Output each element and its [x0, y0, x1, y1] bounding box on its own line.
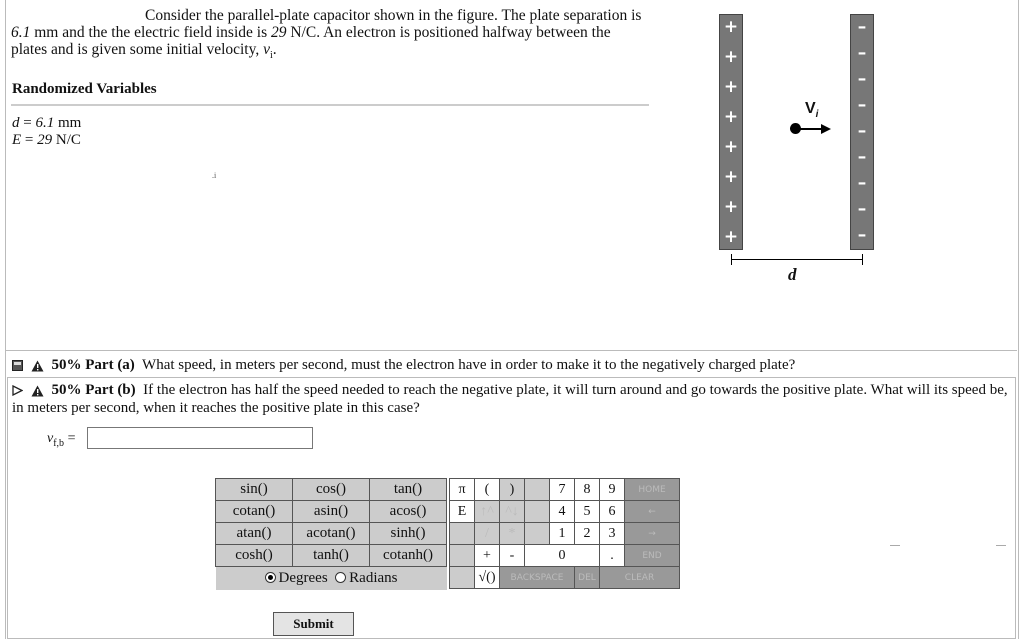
plus-sign: +: [723, 197, 739, 217]
calc-4-button[interactable]: 4: [550, 501, 575, 523]
calc-blank-key: [450, 567, 475, 589]
part-b-label: 50% Part (b): [51, 382, 136, 398]
minus-sign: –: [857, 43, 867, 63]
problem-vi-var: v: [263, 41, 271, 58]
minus-sign: –: [857, 95, 867, 115]
calc-7-button[interactable]: 7: [550, 479, 575, 501]
plus-sign: +: [723, 17, 739, 37]
minus-sign: –: [857, 225, 867, 245]
calc-blank-key: [525, 501, 550, 523]
separation-line: [731, 259, 863, 260]
play-triangle-icon[interactable]: [12, 385, 23, 396]
problem-line-1: Consider the parallel-plate capacitor shown in the figure. The plate separation is: [145, 7, 642, 24]
warning-triangle-icon: [31, 360, 44, 372]
velocity-sub: i: [815, 109, 819, 121]
decorative-dash: [890, 545, 900, 546]
problem-vi-sub: i: [270, 50, 273, 62]
calc-lparen-button[interactable]: (: [475, 479, 500, 501]
calc-home-button[interactable]: HOME: [625, 479, 680, 501]
calc-end-button[interactable]: END: [625, 545, 680, 567]
calc-left-button[interactable]: ←: [625, 501, 680, 523]
warning-triangle-icon: [31, 385, 44, 397]
plus-sign: +: [723, 137, 739, 157]
calc-2-button[interactable]: 2: [575, 523, 600, 545]
calc-3-button[interactable]: 3: [600, 523, 625, 545]
answer-variable: [47, 431, 75, 449]
calc-dot-button[interactable]: .: [600, 545, 625, 567]
minus-sign: –: [857, 173, 867, 193]
calc-cotanh-button[interactable]: cotanh(): [370, 545, 447, 567]
problem-e-value: 29: [270, 24, 287, 41]
separation-tick-right: [862, 254, 863, 265]
calc-plus-button[interactable]: +: [475, 545, 500, 567]
problem-line-2: [11, 24, 651, 41]
velocity-label: [805, 100, 818, 120]
calc-rparen-button[interactable]: ): [500, 479, 525, 501]
calculator-functions: [215, 478, 447, 590]
calc-blank-key: [525, 523, 550, 545]
answer-var: v: [47, 431, 54, 446]
problem-line-3-end: .: [272, 41, 277, 58]
calc-cotan-button[interactable]: cotan(): [216, 501, 293, 523]
rv-e: [12, 132, 81, 149]
plus-sign: +: [723, 47, 739, 67]
velocity-arrow: [800, 128, 822, 130]
calc-star-button[interactable]: *: [500, 523, 525, 545]
calc-minus-button[interactable]: -: [500, 545, 525, 567]
minus-sign: –: [857, 17, 867, 37]
minus-sign: –: [857, 147, 867, 167]
rv-e-value: 29: [37, 132, 53, 148]
part-b: [12, 381, 1014, 417]
randomized-variables-title: Randomized Variables: [12, 81, 157, 97]
calc-8-button[interactable]: 8: [575, 479, 600, 501]
calc-asin-button[interactable]: asin(): [293, 501, 370, 523]
radians-radio[interactable]: [335, 572, 346, 583]
answer-input[interactable]: [87, 427, 313, 449]
calc-acotan-button[interactable]: acotan(): [293, 523, 370, 545]
calc-tanh-button[interactable]: tanh(): [293, 545, 370, 567]
stray-mark: .i: [212, 171, 217, 180]
rv-d-value: 6.1: [35, 115, 55, 131]
calc-blank-key: [450, 545, 475, 567]
calc-sqrt-button[interactable]: √(): [475, 567, 500, 589]
calc-1-button[interactable]: 1: [550, 523, 575, 545]
calc-del-button[interactable]: DEL: [575, 567, 600, 589]
degrees-radio[interactable]: [265, 572, 276, 583]
calc-9-button[interactable]: 9: [600, 479, 625, 501]
rv-d-label: d: [12, 115, 20, 131]
calc-acos-button[interactable]: acos(): [370, 501, 447, 523]
part-a-question: What speed, in meters per second, must the electron have in order to make it to the negatively charged plate?: [142, 357, 796, 373]
calc-pi-button[interactable]: π: [450, 479, 475, 501]
calc-right-button[interactable]: →: [625, 523, 680, 545]
rv-d: [12, 115, 81, 132]
minus-sign: –: [857, 121, 867, 141]
degrees-label: Degrees: [278, 570, 328, 586]
calc-slash-button[interactable]: /: [475, 523, 500, 545]
positive-plate: [719, 14, 743, 250]
part-b-question: If the electron has half the speed needed to reach the negative plate, it will turn around and go towards the positive plate. What will its speed be, in meters per second, when it reaches the positive plate in this case?: [12, 382, 1008, 416]
rv-e-eq: =: [21, 132, 38, 148]
calc-sin-button[interactable]: sin(): [216, 479, 293, 501]
rv-d-unit: mm: [57, 115, 82, 131]
separation-label: d: [788, 265, 797, 284]
minus-sign: –: [857, 199, 867, 219]
section-divider: [5, 350, 1017, 351]
velocity-arrowhead-icon: [821, 124, 831, 134]
angle-mode-row: [216, 567, 447, 591]
plus-sign: +: [723, 227, 739, 247]
randomized-divider: [11, 104, 649, 106]
calc-0-button[interactable]: 0: [525, 545, 600, 567]
problem-line-2b: N/C. An electron is positioned halfway between the: [286, 24, 611, 41]
calc-e-button[interactable]: E: [450, 501, 475, 523]
calc-blank-key: [525, 479, 550, 501]
plus-sign: +: [723, 107, 739, 127]
calc-cosh-button[interactable]: cosh(): [216, 545, 293, 567]
collapse-square-icon[interactable]: [12, 360, 23, 371]
plus-sign: +: [723, 77, 739, 97]
answer-sub: f,b: [53, 437, 65, 449]
negative-plate: [850, 14, 874, 250]
calc-up-button[interactable]: ↑^: [475, 501, 500, 523]
velocity-v: V: [805, 100, 816, 117]
part-a[interactable]: [12, 357, 795, 374]
calc-atan-button[interactable]: atan(): [216, 523, 293, 545]
radians-label: Radians: [349, 570, 398, 586]
answer-eq: =: [64, 431, 76, 446]
submit-button[interactable]: Submit: [273, 612, 354, 636]
calc-5-button[interactable]: 5: [575, 501, 600, 523]
calc-tan-button[interactable]: tan(): [370, 479, 447, 501]
calc-6-button[interactable]: 6: [600, 501, 625, 523]
problem-line-2a: mm and the the electric field inside is: [30, 24, 271, 41]
rv-e-unit: N/C: [55, 132, 81, 148]
problem-statement: [11, 7, 651, 64]
part-a-label: 50% Part (a): [51, 357, 135, 373]
problem-line-3-text: plates and is given some initial velocity,: [11, 41, 264, 58]
rv-e-label: E: [12, 132, 22, 148]
calc-clear-button[interactable]: CLEAR: [600, 567, 680, 589]
minus-sign: –: [857, 69, 867, 89]
calc-backspace-button[interactable]: BACKSPACE: [500, 567, 575, 589]
calc-cos-button[interactable]: cos(): [293, 479, 370, 501]
problem-d-value: 6.1: [11, 24, 31, 41]
problem-line-3: [11, 41, 651, 64]
calc-down-button[interactable]: ^↓: [500, 501, 525, 523]
plus-sign: +: [723, 167, 739, 187]
calc-blank-key: [450, 523, 475, 545]
calculator-keypad: [449, 478, 680, 589]
decorative-dash: [996, 545, 1006, 546]
calc-sinh-button[interactable]: sinh(): [370, 523, 447, 545]
rv-d-eq: =: [19, 115, 36, 131]
